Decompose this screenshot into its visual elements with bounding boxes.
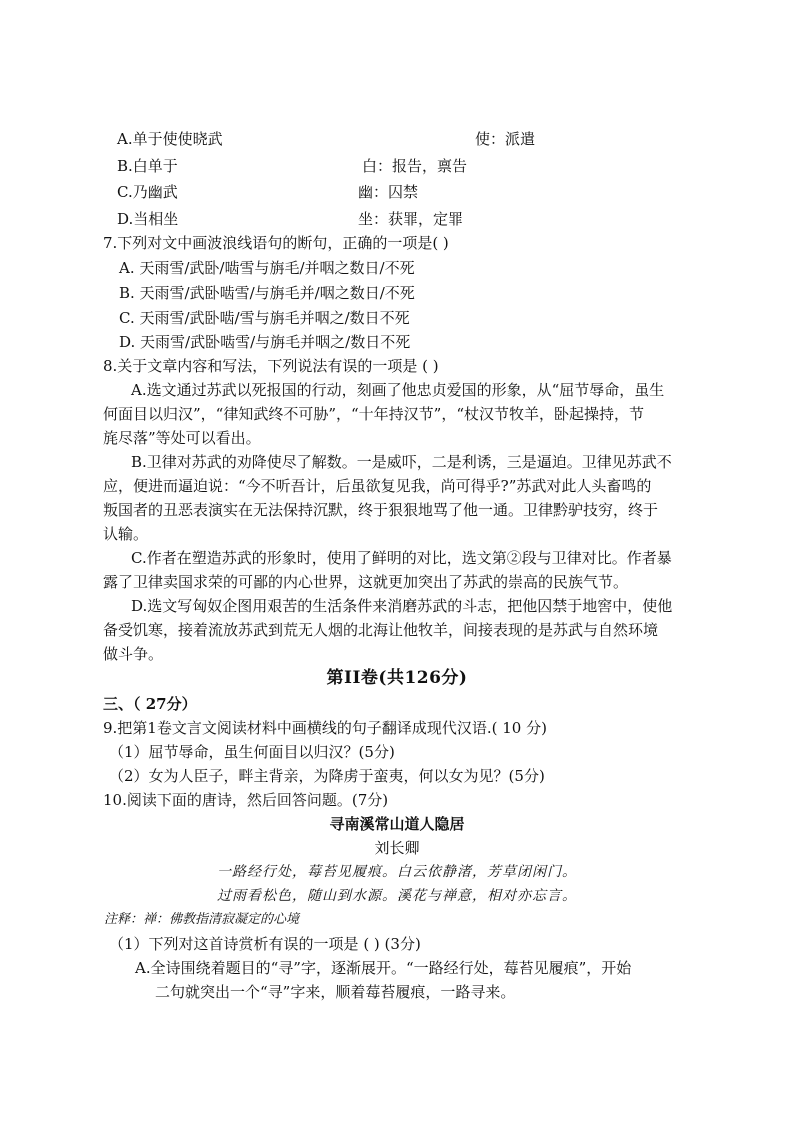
q6-option-c [117, 181, 419, 203]
poem-line-1: 一路经行处，莓苔见履痕。白云依静渚，芳草闭闲门。 [217, 864, 577, 880]
q9-stem: 9.把第1卷文言文阅读材料中画横线的句子翻译成现代汉语.( 10 分) [103, 719, 547, 737]
poem-line-2: 过雨看松色，随山到水源。溪花与禅意，相对亦忘言。 [217, 888, 577, 904]
q8-b-line-1: B.卫律对苏武的劝降使尽了解数。一是威吓，二是利诱，三是逼迫。卫律见苏武不 [131, 453, 672, 471]
q8-d-line-2: 备受饥寒，接着流放苏武到荒无人烟的北海让他牧羊，间接表现的是苏武与自然环境 [103, 621, 659, 639]
q10-sub1-stem: （1）下列对这首诗赏析有误的一项是 ( ) (3分) [109, 935, 421, 953]
poem-note: 注释：禅：佛教指清寂凝定的心境 [104, 912, 300, 927]
q8-a-line-2: 何面目以归汉”，“律知武终不可胁”，“十年持汉节”，“杖汉节牧羊，卧起操持，节 [103, 405, 645, 423]
q6-option-d-gloss: 坐：获罪，定罪 [358, 210, 464, 228]
q6-option-b-gloss: 白：报告，禀告 [362, 157, 468, 175]
q6-option-d-text: D.当相坐 [117, 210, 179, 228]
q10-stem: 10.阅读下面的唐诗，然后回答问题。(7分) [103, 791, 389, 809]
q7-stem: 7.下列对文中画波浪线语句的断句，正确的一项是( ) [103, 234, 449, 252]
q7-option-c: C. 天雨雪/武卧啮/雪与旃毛并咽之/数日不死 [119, 309, 410, 327]
q8-d-line-1: D.选文写匈奴企图用艰苦的生活条件来消磨苏武的斗志，把他囚禁于地窖中，使他 [131, 597, 673, 615]
q6-option-c-gloss: 幽：囚禁 [358, 183, 419, 201]
q8-a-line-3: 旄尽落”等处可以看出。 [103, 429, 261, 447]
q10-sub1-a-line-1: A.全诗围绕着题目的“寻”字，逐渐展开。“一路经行处，莓苔见履痕”，开始 [135, 959, 632, 977]
q8-stem: 8.关于文章内容和写法，下列说法有误的一项是 ( ) [103, 357, 439, 375]
q6-option-d [117, 208, 464, 230]
q6-option-b-text: B.白单于 [117, 157, 178, 175]
q8-b-line-2: 应，便进而逼迫说：“今不听吾计，后虽欲复见我，尚可得乎?”苏武对此人头畜鸣的 [103, 477, 652, 495]
q6-option-a-text: A.单于使使晓武 [117, 130, 223, 148]
q10-sub1-a-line-2: 二句就突出一个“寻”字来，顺着莓苔履痕，一路寻来。 [155, 983, 516, 1001]
poem-author: 刘长卿 [374, 839, 420, 857]
q8-a-line-1: A.选文通过苏武以死报国的行动，刻画了他忠贞爱国的形象，从“屈节辱命，虽生 [131, 381, 665, 399]
q9-item-2: （2）女为人臣子，畔主背亲，为降虏于蛮夷，何以女为见？(5分) [109, 767, 545, 785]
q6-option-a [117, 128, 536, 150]
q7-option-d: D. 天雨雪/武卧啮雪/与旃毛并咽之/数日不死 [119, 333, 411, 351]
q7-option-a: A. 天雨雪/武卧/啮雪与旃毛/并咽之数日/不死 [119, 259, 415, 277]
q6-option-c-text: C.乃幽武 [117, 183, 178, 201]
q7-option-b: B. 天雨雪/武卧啮雪/与旃毛并/咽之数日/不死 [119, 284, 415, 302]
q6-option-a-gloss: 使：派遣 [475, 130, 536, 148]
q8-d-line-3: 做斗争。 [103, 645, 164, 663]
part-three-heading: 三、（ 27分） [103, 695, 197, 713]
q8-c-line-2: 露了卫律卖国求荣的可鄙的内心世界，这就更加突出了苏武的崇高的民族气节。 [103, 573, 629, 591]
q9-item-1: （1）屈节辱命，虽生何面目以归汉？(5分) [109, 743, 395, 761]
q8-b-line-3: 叛国者的丑恶表演实在无法保持沉默，终于狠狠地骂了他一通。卫律黔驴技穷，终于 [103, 501, 659, 519]
q8-c-line-1: C.作者在塑造苏武的形象时，使用了鲜明的对比，选文第②段与卫律对比。作者暴 [131, 549, 672, 567]
section-title: 第II卷(共126分) [326, 668, 468, 688]
q6-option-b [117, 155, 468, 177]
q8-b-line-4: 认输。 [103, 525, 149, 543]
poem-title: 寻南溪常山道人隐居 [329, 815, 465, 833]
